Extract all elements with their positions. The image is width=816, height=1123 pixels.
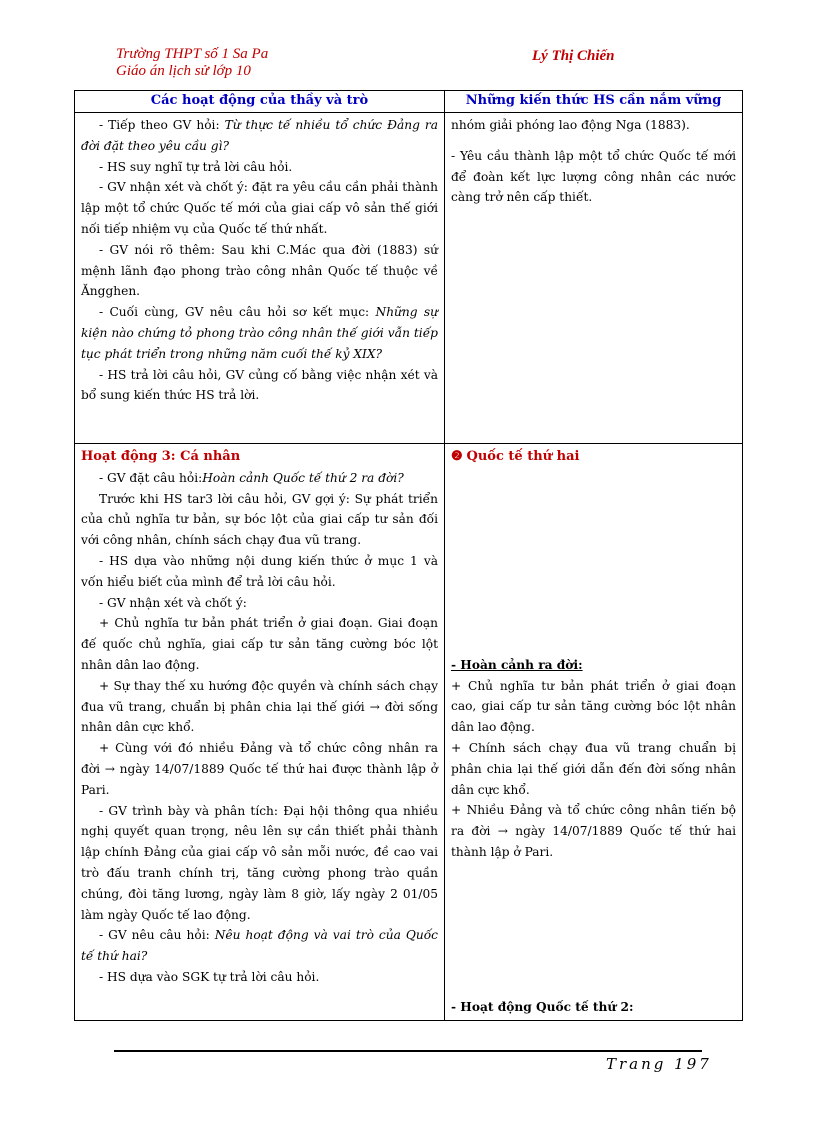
table-row [75,113,743,444]
question-text: Hoàn cảnh Quốc tế thứ 2 ra đời? [202,470,404,485]
paragraph: + Chính sách chạy đua vũ trang chuẩn bị phân chia lại thế giới dẫn đến đời sống nhân dân cực khổ. [451,740,736,797]
school-name: Trường THPT số 1 Sa Pa [116,46,269,62]
author-name: Lý Thị Chiến [532,48,615,64]
knowledge-cell [445,113,743,444]
paragraph: Trước khi HS tar3 lời câu hỏi, GV gợi ý: Sự phát triển của chủ nghĩa tư bản, sự bóc lột của giai cấp tư sản đối với công nhân, chính sách chạy đua vũ trang. [81,491,438,548]
paragraph: nhóm giải phóng lao động Nga (1883). [451,118,690,132]
page-number: Trang 197 [606,1055,712,1073]
number-two-icon: ❷ [451,449,463,464]
subheading [451,655,736,676]
activity-heading [81,446,438,468]
activities-cell [75,113,445,444]
paragraph [81,302,438,364]
text: - Tiếp theo GV hỏi: [99,118,225,132]
paragraph: - HS dựa vào SGK tự trả lời câu hỏi. [99,969,320,984]
paragraph: + Nhiều Đảng và tổ chức công nhân tiến bộ ra đời → ngày 14/07/1889 Quốc tế thứ hai thành lập ở Pari. [451,803,736,859]
text: - Cuối cùng, GV nêu câu hỏi sơ kết mục: [99,305,376,320]
heading-text: Hoạt động 3: Cá nhân [81,449,241,464]
paragraph: - GV nhận xét và chốt ý: đặt ra yêu cầu cần phải thành lập một tổ chức Quốc tế mới của giai cấp vô sản thế giới nối tiếp nhiệm vụ của Quốc tế thứ nhất. [81,180,438,236]
paragraph: - GV nói rõ thêm: Sau khi C.Mác qua đời (1883) sứ mệnh lãnh đạo phong trào công nhân Quốc tế thuộc về Ăngghen. [81,242,438,299]
table-row [75,444,743,1021]
column-header-activities: Các hoạt động của thầy và trò [75,91,445,113]
paragraph: + Chủ nghĩa tư bản phát triển ở giai đoạn. Giai đoạn đế quốc chủ nghĩa, giai cấp tư sản tăng cường bóc lột nhân dân lao động. [81,616,438,672]
paragraph [81,115,438,157]
paragraph: - HS dựa vào những nội dung kiến thức ở mục 1 và vốn hiểu biết của mình để trả lời câu hỏi. [81,553,438,589]
page-header-left [116,46,268,80]
column-header-knowledge: Những kiến thức HS cần nắm vững [445,91,743,113]
subheading-text: - Hoàn cảnh ra đời: [451,657,583,672]
activities-cell [75,444,445,1021]
question-text: Những sự kiện nào chứng tỏ phong trào công nhân thế giới vẫn tiếp tục phát triển trong những năm cuối thế kỷ XIX? [81,305,438,361]
paragraph: - GV trình bày và phân tích: Đại hội thông qua nhiều nghị quyết quan trọng, nêu lên sự cần thiết phải thành lập chính Đảng của giai cấp vô sản mỗi nước, đề cao vai trò đấu tranh chính trị, tăng cường phong trào quần chúng, đòi tăng lương, ngày làm 8 giờ, lấy ngày 2 01/05 làm ngày Quốc tế lao động. [81,803,438,922]
document-subtitle: Giáo án lịch sử lớp 10 [116,63,251,79]
paragraph: + Cùng với đó nhiều Đảng và tổ chức công nhân ra đời → ngày 14/07/1889 Quốc tế thứ hai được thành lập ở Pari. [81,741,438,797]
subheading [451,997,736,1018]
text: - GV nêu câu hỏi: [99,928,215,943]
paragraph: - GV nhận xét và chốt ý: [99,595,247,610]
table-header-row [75,91,743,113]
paragraph: - HS trả lời câu hỏi, GV củng cố bằng việc nhận xét và bổ sung kiến thức HS trả lời. [81,367,438,403]
lesson-table [74,90,743,1021]
section-title: Quốc tế thứ hai [466,449,580,464]
paragraph: + Chủ nghĩa tư bản phát triển ở giai đoạn cao, giai cấp tư sản tăng cường bóc lột nhân dân lao động. [451,678,736,735]
text: - GV đặt câu hỏi: [99,470,203,485]
question-text: Nêu hoạt động và vai trò của Quốc tế thứ hai? [81,928,438,964]
paragraph [81,468,438,489]
knowledge-cell [445,444,743,1021]
paragraph: - Yêu cầu thành lập một tổ chức Quốc tế mới để đoàn kết lực lượng công nhân các nước càng trở nên cấp thiết. [451,148,736,205]
section-heading [451,446,736,468]
paragraph: - HS suy nghĩ tự trả lời câu hỏi. [99,159,293,174]
subheading-text: - Hoạt động Quốc tế thứ 2: [451,999,634,1014]
footer-divider [114,1050,702,1052]
question-text: Từ thực tế nhiều tổ chức Đảng ra đời đặt theo yêu cầu gì? [81,118,438,153]
paragraph [81,925,438,967]
paragraph: + Sự thay thế xu hướng độc quyền và chính sách chạy đua vũ trang, chuẩn bị phân chia lại thế giới → đời sống nhân dân cực khổ. [81,678,438,735]
